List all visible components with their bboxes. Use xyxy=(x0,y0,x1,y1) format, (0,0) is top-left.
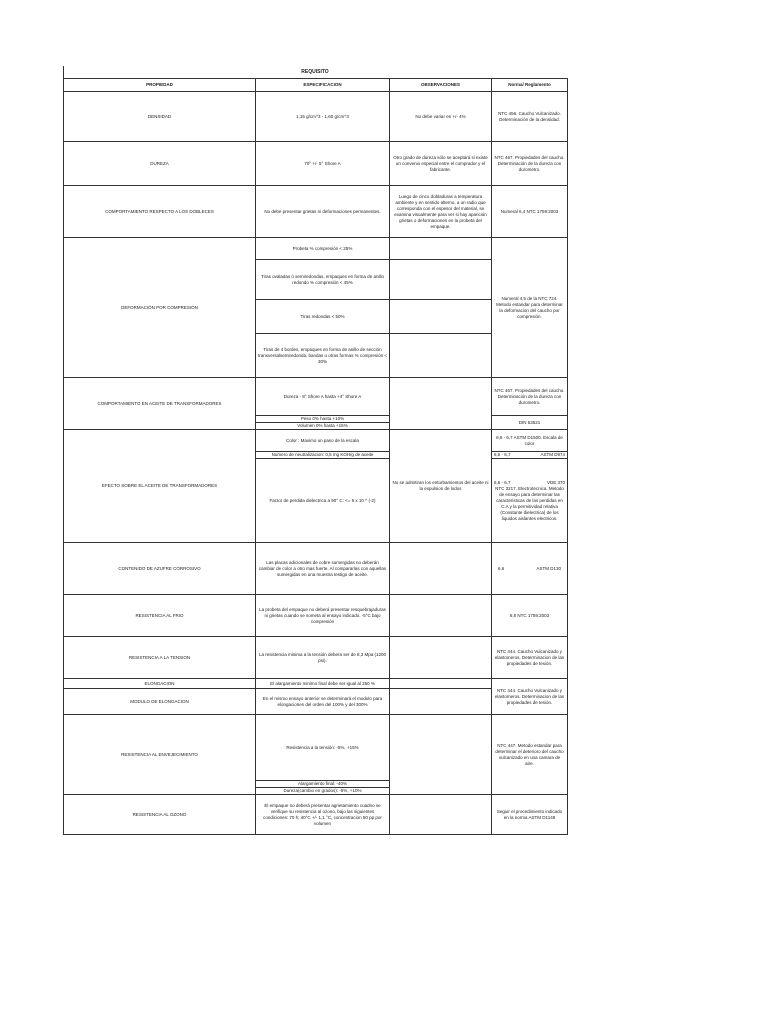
cell-observaciones xyxy=(390,543,492,595)
cell-especificacion: Probeta % compresión < 25% xyxy=(256,238,390,260)
header-norma: Norma/ Reglamento xyxy=(492,79,568,92)
cell-especificacion: No debe presentar grietas ni deformaciones permanentes. xyxy=(256,186,390,238)
cell-propiedad: DEFORMACIÓN POR COMPRESIÓN xyxy=(64,238,256,378)
cell-especificacion: La resistencia minima a la tensión debera ser de 8,3 Mpa (1200 psi). xyxy=(256,637,390,679)
cell-propiedad: EFECTO SOBRE EL ACEITE DE TRANSFORMADORES xyxy=(64,430,256,543)
cell-propiedad: DUREZA xyxy=(64,142,256,186)
cell-especificacion: 1,15 g/cm^3 - 1,60 g/cm^3 xyxy=(256,92,390,142)
cell-observaciones xyxy=(390,689,492,715)
cell-propiedad: COMPORTAMIENTO RESPECTO A LOS DOBLECES xyxy=(64,186,256,238)
cell-especificacion: Color : Maximo un paso de la escala xyxy=(256,430,390,452)
cell-especificacion: Alargamiento final: -40% xyxy=(256,781,390,788)
table-row xyxy=(64,430,568,452)
cell-especificacion: Factor de perdida dielectrica a 90° C: <= 5 x 10 ^ (-2) xyxy=(256,459,390,543)
table-row xyxy=(64,595,568,637)
cell-norma xyxy=(492,459,568,543)
cell-observaciones xyxy=(390,637,492,679)
cell-norma: Numeral 4,5 de la NTC 724. Metodo estandar para determinar la deformacion del caucho por compresión. xyxy=(492,238,568,378)
cell-especificacion: 70° +/- 5° Shore A xyxy=(256,142,390,186)
cell-propiedad: RESISTENCIA AL ENVEJECIMIENTO xyxy=(64,715,256,795)
cell-especificacion: Peso 0% hasta +10% xyxy=(256,416,390,423)
cell-norma: 6,8 NTC 1759:2003 xyxy=(492,595,568,637)
cell-observaciones xyxy=(390,378,492,430)
cell-norma: Numeral 6,4 NTC 1759:2003 xyxy=(492,186,568,238)
cell-norma: NTC 456. Caucho Vulcanizado. Determinación de la densidad. xyxy=(492,92,568,142)
table-row xyxy=(64,795,568,835)
table-row xyxy=(64,92,568,142)
table-row xyxy=(64,378,568,416)
cell-especificacion: Resistencia a la tensión: -5%, +15% xyxy=(256,715,390,781)
cell-norma: 6,6 - 6,7 ASTM D1500. Escala de color xyxy=(492,430,568,452)
cell-observaciones xyxy=(390,334,492,378)
header-especificacion: ESPECIFICACION xyxy=(256,79,390,92)
cell-observaciones xyxy=(390,260,492,300)
cell-especificacion: En el mismo ensayo anterior se determinará el modulo para elongaciones del orden del 100% y del 300% xyxy=(256,689,390,715)
cell-norma xyxy=(492,452,568,459)
cell-especificacion: Tiras de 4 bordes, empaques en forma de anillo de sección transversalsemiredonda, bandas u otras formas % compresión < 30% xyxy=(256,334,390,378)
cell-norma: NTC 467. Propiedades del caucho. Determinación de la dureza con durometro. xyxy=(492,378,568,416)
cell-especificacion: Numero de neutralizacion: 0,5 mg KOH/g de aceite xyxy=(256,452,390,459)
table-row xyxy=(64,679,568,689)
cell-norma: Seguir el procedimiento indicado en la norma ASTM D1149 xyxy=(492,795,568,835)
cell-propiedad: RESISTENCIA A LA TENSION xyxy=(64,637,256,679)
norma-description: NTC 3217. Electrotecnica. Metodo de ensayo para determinar las caracteristicas de las perdidas en C.A y la permitividad relativa (Constante dielectrica) de los liquidos aislantes electricos. xyxy=(495,485,564,521)
norma-code: ASTM D130 xyxy=(536,565,561,571)
cell-observaciones xyxy=(390,679,492,689)
norma-section: 6,6 xyxy=(498,565,505,571)
header-row xyxy=(64,79,568,92)
sheet-title: REQUISITO xyxy=(301,69,329,75)
cell-especificacion: Tiras ovaladas ó semiredondas, empaques en forma de anillo redondo % compresión < 45% xyxy=(256,260,390,300)
table-row xyxy=(64,637,568,679)
cell-especificacion: Tiras redondas < 50% xyxy=(256,300,390,334)
cell-norma: NTC 444. Caucho Vulcanizado y elastomeros. Determinacion de las propiedades de tesión. xyxy=(492,637,568,679)
cell-especificacion: Dureza(cambio en grados): -5%, +10% xyxy=(256,788,390,795)
cell-propiedad: RESISTENCIA AL OZONO xyxy=(64,795,256,835)
norma-code: VDE 370 xyxy=(546,479,565,485)
cell-norma: DIN 53521 xyxy=(492,416,568,430)
table-row xyxy=(64,186,568,238)
table-row xyxy=(64,715,568,781)
table-row xyxy=(64,543,568,595)
cell-norma: NTC 444. Caucho Vulcanizado y elastomeros. Determinacion de las propiedades de tesión. xyxy=(492,679,568,715)
cell-especificacion: Volumen 0% hasta +15% xyxy=(256,423,390,430)
norma-code: ASTM D974 xyxy=(540,452,565,457)
cell-propiedad: CONTENIDO DE AZUFRE CORROSIVO xyxy=(64,543,256,595)
header-observaciones: OBSERVACIONES xyxy=(390,79,492,92)
cell-observaciones: No debe variar en +/- 4% xyxy=(390,92,492,142)
cell-propiedad: COMPORTAMIENTO EN ACEITE DE TRANSFORMADORES xyxy=(64,378,256,430)
cell-observaciones: Otro grado de dureza sólo se aceptará si existe un convenio especial entre el comprador y el fabricante. xyxy=(390,142,492,186)
cell-propiedad: DENSIDAD xyxy=(64,92,256,142)
header-propiedad: PROPIEDAD xyxy=(64,79,256,92)
cell-especificacion: El alargamiento minimo final debe ser igual al 250 % xyxy=(256,679,390,689)
table-row xyxy=(64,238,568,260)
table-row xyxy=(64,142,568,186)
cell-observaciones: Luego de cinco dobladuras a temperatura ambiente y en sentido alterno, a un radio que corresponda con el espesor del material, se examina visualmente para ver si hay aparición grietas o deformaciones en la probeta del empaque. xyxy=(390,186,492,238)
cell-especificacion: La probeta del empaque no deberá presentar resquebrajaduras ni grietas cuando se someta al ensayo indicado. -5°C bajo compresión xyxy=(256,595,390,637)
norma-section: 6,6 - 6,7 xyxy=(494,479,511,485)
requirements-table xyxy=(63,78,568,835)
cell-propiedad: MODULO DE ELONGACION xyxy=(64,689,256,715)
cell-norma: NTC 447. Metodo estandar para determinar el deterioro del caucho vulcanizado en una camara de aire. xyxy=(492,715,568,795)
cell-especificacion: Las placas adicionales de cobre sumergidas no deberán cambiar de color a otro mas fuerte. Al compararlas con aquellas sumergidas en una muestra testigo de aceite. xyxy=(256,543,390,595)
cell-observaciones xyxy=(390,715,492,795)
cell-observaciones xyxy=(390,300,492,334)
cell-observaciones: No se admitiran los enturbamientos del aceite ni la expulsion de lodos xyxy=(390,430,492,543)
cell-observaciones xyxy=(390,238,492,260)
cell-norma: NTC 467. Propiedades del caucho. Determinación de la dureza con durometro. xyxy=(492,142,568,186)
cell-especificacion: El empaque no deberá presentar agrietamiento cuadno se verifique su resistencia al ozono, bajo las siguientes condiciones: 70 h; 40°C +/- 1,1 °C, concentracion 50 pp por volumen xyxy=(256,795,390,835)
norma-section: 6,6 - 6,7 xyxy=(494,452,511,457)
cell-observaciones xyxy=(390,795,492,835)
cell-propiedad: ELONGACION xyxy=(64,679,256,689)
cell-especificacion: Dureza - 8° Shore A hasta +4° Shore A xyxy=(256,378,390,416)
cell-norma xyxy=(492,543,568,595)
cell-propiedad: RESISTENCIA AL FRIO xyxy=(64,595,256,637)
cell-observaciones xyxy=(390,595,492,637)
